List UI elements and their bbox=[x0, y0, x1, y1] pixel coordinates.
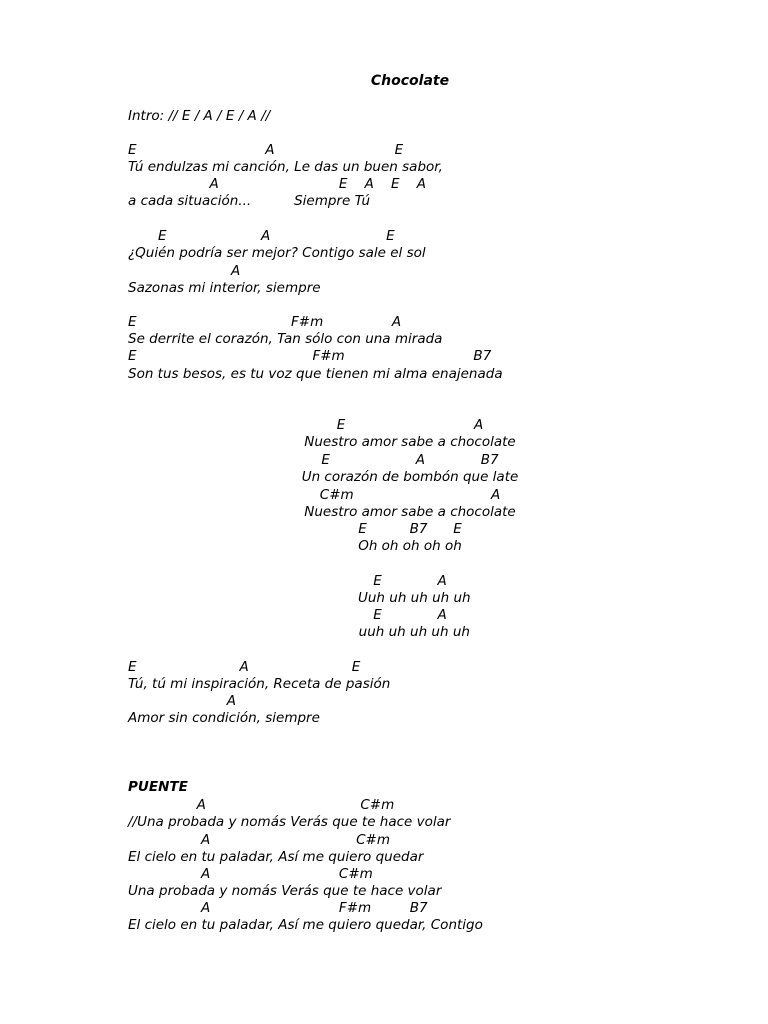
lyric-line: Sazonas mi interior, siempre bbox=[128, 280, 321, 296]
chord-line: A C#m bbox=[128, 797, 395, 813]
lyric-line: El cielo en tu paladar, Así me quiero quedar, Contigo bbox=[128, 917, 483, 933]
lyric-line: Tú, tú mi inspiración, Receta de pasión bbox=[128, 676, 391, 692]
lyric-line: //Una probada y nomás Verás que te hace volar bbox=[128, 814, 451, 830]
chord-line: C#m A bbox=[319, 487, 501, 503]
chord-line: A F#m B7 bbox=[128, 900, 428, 916]
song-title: Chocolate bbox=[370, 73, 450, 89]
lyric-line: a cada situación... Siempre Tú bbox=[128, 193, 371, 209]
lyric-line: Una probada y nomás Verás que te hace volar bbox=[128, 883, 442, 899]
lyric-line: Nuestro amor sabe a chocolate bbox=[304, 504, 516, 520]
chord-line: A C#m bbox=[128, 832, 390, 848]
chord-line: E A E bbox=[128, 142, 404, 158]
chord-line: E A B7 bbox=[321, 452, 499, 468]
lyric-line: Nuestro amor sabe a chocolate bbox=[304, 434, 516, 450]
chord-line: E A E bbox=[128, 228, 395, 244]
chord-line: E A bbox=[373, 573, 447, 589]
lyric-line: Un corazón de bombón que late bbox=[301, 469, 519, 485]
lyric-line: uuh uh uh uh uh bbox=[350, 624, 470, 640]
chord-line: A C#m bbox=[128, 866, 373, 882]
chord-line: A bbox=[128, 693, 236, 709]
intro-line: Intro: // E / A / E / A // bbox=[128, 108, 271, 124]
chord-line: E A bbox=[336, 417, 484, 433]
chord-line: E A bbox=[373, 607, 447, 623]
chord-line: E A E bbox=[128, 659, 361, 675]
lyric-line: El cielo en tu paladar, Así me quiero quedar bbox=[128, 849, 424, 865]
lyric-line: ¿Quién podría ser mejor? Contigo sale el sol bbox=[128, 245, 426, 261]
chord-line: A bbox=[128, 263, 241, 279]
lyric-line: Tú endulzas mi canción, Le das un buen sabor, bbox=[128, 159, 443, 175]
chord-line: E B7 E bbox=[358, 521, 462, 537]
lyric-line: Oh oh oh oh oh bbox=[358, 538, 462, 554]
lyric-line: Amor sin condición, siempre bbox=[128, 710, 320, 726]
lyric-line: Son tus besos, es tu voz que tienen mi alma enajenada bbox=[128, 366, 503, 382]
lyric-line: Se derrite el corazón, Tan sólo con una mirada bbox=[128, 331, 443, 347]
chord-line: A E A E A bbox=[128, 176, 426, 192]
bridge-heading: PUENTE bbox=[128, 779, 188, 795]
chord-line: E F#m B7 bbox=[128, 348, 492, 364]
lyric-line: Uuh uh uh uh uh bbox=[349, 590, 471, 606]
chord-line: E F#m A bbox=[128, 314, 402, 330]
